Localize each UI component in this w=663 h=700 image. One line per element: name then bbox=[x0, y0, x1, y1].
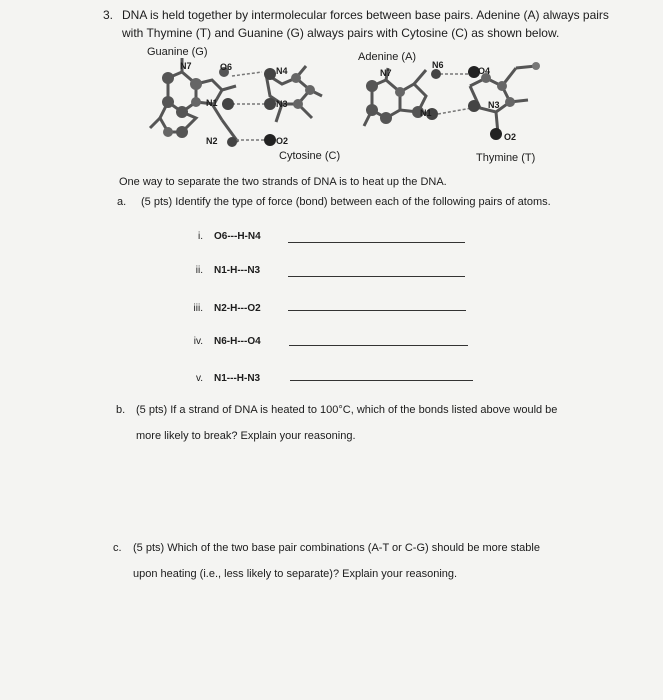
item-text-3: N2-H---O2 bbox=[214, 303, 261, 314]
atom-label-g-n7: N7 bbox=[180, 61, 192, 71]
atom-label-g-n1: N1 bbox=[206, 98, 218, 108]
question-number: 3. bbox=[103, 8, 114, 22]
thymine-label: Thymine (T) bbox=[476, 152, 536, 164]
item-text-1: O6---H-N4 bbox=[214, 231, 261, 242]
part-b-line2: more likely to break? Explain your reasoning. bbox=[136, 430, 356, 442]
atom-label-t-o2: O2 bbox=[504, 132, 517, 142]
base-pair-diagram bbox=[0, 0, 663, 175]
atom-label-a-n7: N7 bbox=[380, 68, 392, 78]
guanine-label: Guanine (G) bbox=[147, 46, 208, 58]
answer-line-5[interactable] bbox=[290, 380, 473, 381]
atom-label-g-o6: O6 bbox=[220, 62, 233, 72]
answer-line-4[interactable] bbox=[289, 345, 468, 346]
item-roman-5: v. bbox=[195, 373, 203, 384]
atom-label-c-n3: N3 bbox=[276, 99, 288, 109]
item-text-5: N1---H-N3 bbox=[214, 373, 261, 384]
item-roman-2: ii. bbox=[195, 265, 203, 276]
atom-label-a-n6: N6 bbox=[432, 60, 444, 70]
item-text-2: N1-H---N3 bbox=[214, 265, 261, 276]
adenine-label: Adenine (A) bbox=[358, 51, 417, 63]
item-roman-3: iii. bbox=[193, 303, 203, 314]
part-c-line2: upon heating (i.e., less likely to separate)? Explain your reasoning. bbox=[133, 568, 458, 580]
item-roman-4: iv. bbox=[193, 336, 203, 347]
atom-label-c-n4: N4 bbox=[276, 66, 288, 76]
atom-label-a-n1: N1 bbox=[420, 108, 432, 118]
answer-line-3[interactable] bbox=[288, 310, 466, 311]
question-text-line2: with Thymine (T) and Guanine (G) always pairs with Cytosine (C) as shown below. bbox=[122, 26, 560, 40]
atom-label-g-n2: N2 bbox=[206, 136, 218, 146]
intro-text: One way to separate the two strands of DNA is to heat up the DNA. bbox=[119, 176, 447, 188]
item-text-4: N6-H---O4 bbox=[214, 336, 261, 347]
part-c-line1: (5 pts) Which of the two base pair combinations (A-T or C-G) should be more stable bbox=[133, 542, 540, 554]
part-c-letter: c. bbox=[113, 542, 122, 554]
answer-line-1[interactable] bbox=[288, 242, 465, 243]
answer-line-2[interactable] bbox=[288, 276, 465, 277]
cytosine-label: Cytosine (C) bbox=[279, 150, 341, 162]
question-text-line1: DNA is held together by intermolecular forces between base pairs. Adenine (A) always pairs bbox=[122, 8, 609, 22]
atom-label-t-o4: O4 bbox=[478, 66, 491, 76]
part-b-line1: (5 pts) If a strand of DNA is heated to 100°C, which of the bonds listed above would be bbox=[136, 404, 558, 416]
atom-label-t-n3: N3 bbox=[488, 100, 500, 110]
part-b-letter: b. bbox=[116, 404, 126, 416]
part-a-text: (5 pts) Identify the type of force (bond) between each of the following pairs of atoms. bbox=[141, 196, 551, 208]
atom-label-c-o2: O2 bbox=[276, 136, 289, 146]
part-a-letter: a. bbox=[117, 196, 127, 208]
item-roman-1: i. bbox=[198, 231, 203, 242]
